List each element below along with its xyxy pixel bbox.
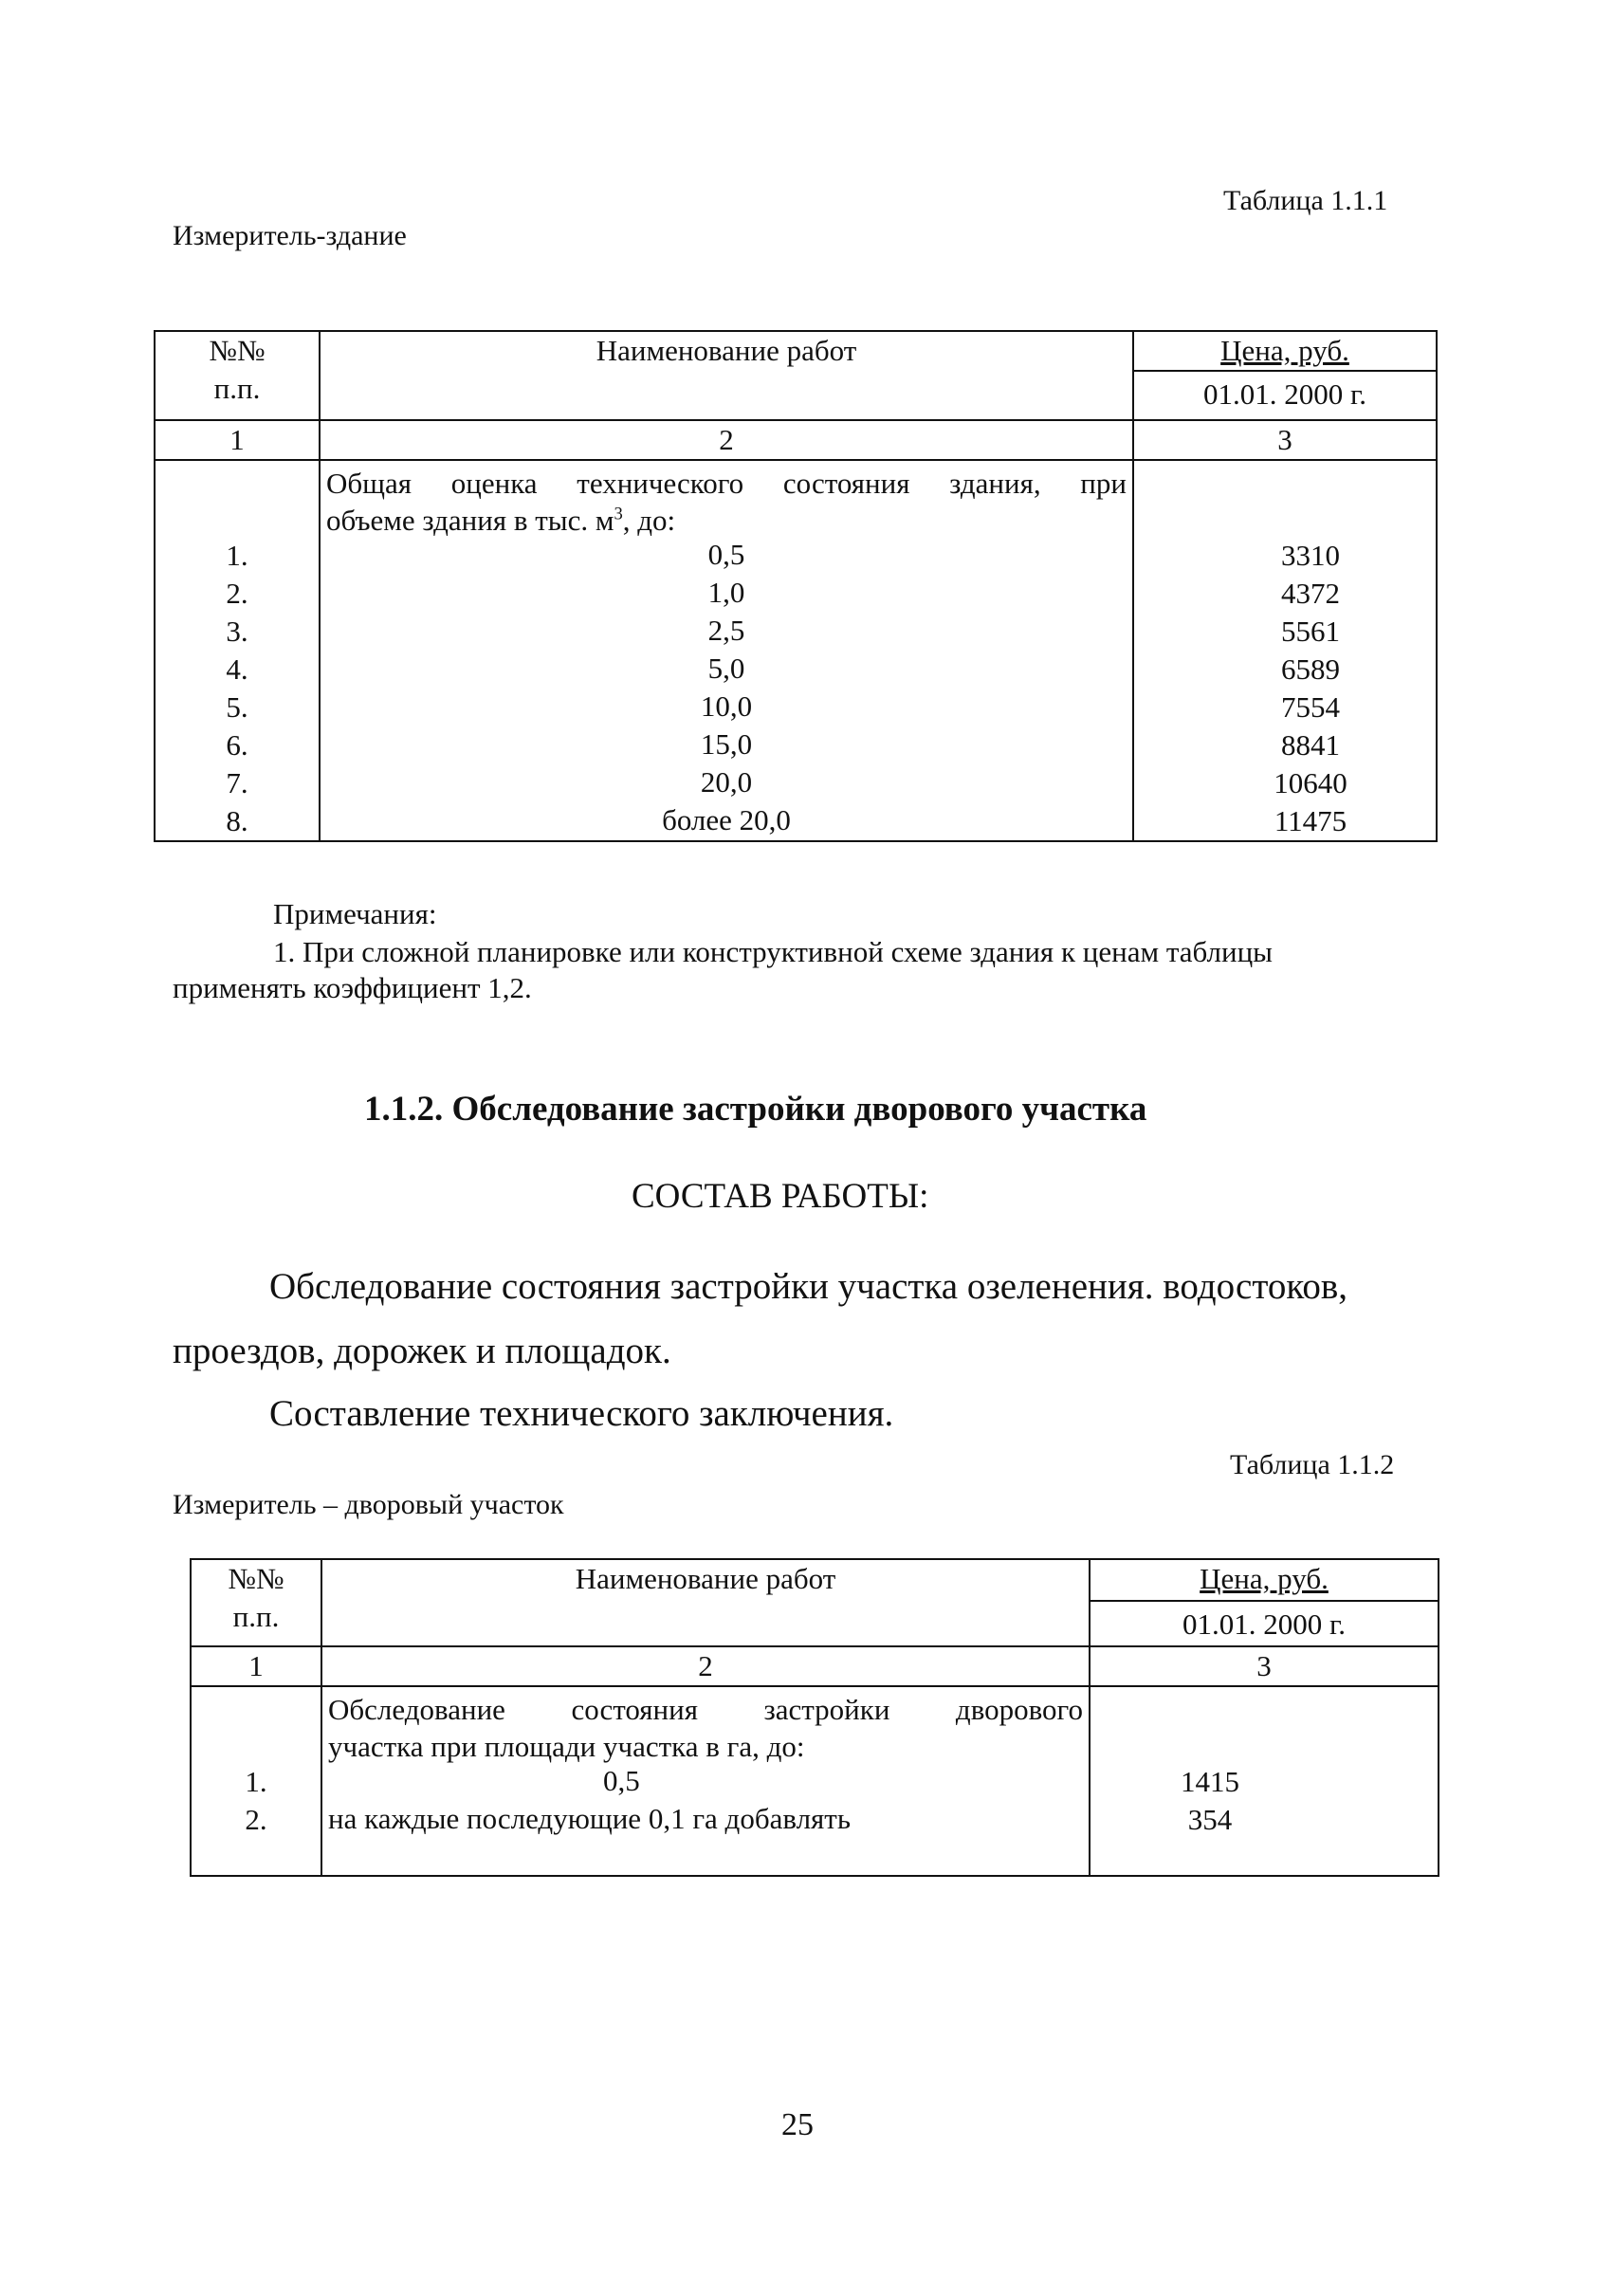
list-item: 5,0	[707, 652, 745, 686]
group-text-b: объеме здания в тыс. м	[326, 504, 614, 538]
header-num	[191, 1559, 321, 1646]
section-paragraph-1b: проездов, дорожек и площадок.	[173, 1331, 671, 1371]
list-item: 354	[1187, 1802, 1233, 1836]
row-price-list	[1096, 1763, 1324, 1839]
list-item: 7.	[226, 765, 248, 799]
header-price-date: 01.01. 2000 г.	[1203, 377, 1366, 411]
list-item: 2.	[226, 576, 248, 610]
list-item: 20,0	[700, 765, 753, 799]
row-number-list	[161, 537, 313, 840]
list-item: 1,0	[707, 576, 745, 610]
list-item: 0,5	[707, 538, 745, 572]
table-body-row	[155, 460, 1437, 841]
table2-meter: Измеритель – дворовый участок	[173, 1489, 564, 1520]
list-item: 1415	[1181, 1764, 1239, 1798]
header-num-label: №№	[209, 334, 266, 367]
list-item: 3310	[1281, 538, 1340, 572]
header-num-sub: п.п.	[213, 371, 261, 405]
group-text-line1: Общая оценка технического состояния здания, при	[326, 466, 1127, 500]
row-value-list	[328, 1762, 1083, 1838]
header-price-date: 01.01. 2000 г.	[1182, 1607, 1346, 1641]
row-number-list	[197, 1763, 315, 1839]
notes-title: Примечания:	[273, 897, 437, 930]
group-text-line2: участка при площади участка в га, до:	[328, 1730, 805, 1764]
row-numbers	[155, 460, 320, 841]
table1-caption: Таблица 1.1.1	[1223, 185, 1388, 216]
list-item: более 20,0	[662, 803, 791, 837]
colnum-1: 1	[155, 420, 320, 460]
row-prices	[1090, 1686, 1439, 1876]
colnum-1: 1	[191, 1646, 321, 1686]
list-item: 5.	[226, 689, 248, 724]
colnum-3: 3	[1133, 420, 1437, 460]
header-name: Наименование работ	[321, 1559, 1090, 1646]
table2-caption: Таблица 1.1.2	[1230, 1449, 1395, 1480]
row-numbers	[191, 1686, 321, 1876]
list-item: 2,5	[707, 614, 745, 648]
list-item: 6589	[1281, 652, 1340, 686]
section-paragraph-1a: Обследование состояния застройки участка озеленения. водостоков,	[269, 1266, 1348, 1307]
header-price	[1090, 1559, 1439, 1646]
group-sup: 3	[614, 505, 623, 525]
row-descriptions	[320, 460, 1133, 841]
list-item: 2.	[245, 1802, 267, 1836]
list-item: 6.	[226, 727, 248, 762]
list-item: 1.	[226, 538, 248, 572]
table1-meter: Измеритель-здание	[173, 220, 407, 251]
list-item: 5561	[1281, 614, 1340, 648]
price-table-1	[154, 330, 1438, 842]
colnum-2: 2	[321, 1646, 1090, 1686]
column-number-row	[191, 1646, 1439, 1686]
list-item: 1.	[245, 1764, 267, 1798]
row-descriptions	[321, 1686, 1090, 1876]
group-text-line2	[326, 502, 1127, 536]
list-item: 7554	[1281, 689, 1340, 724]
list-item: 15,0	[700, 727, 753, 762]
group-text-c: , до:	[622, 504, 676, 538]
row-prices	[1133, 460, 1437, 841]
header-price	[1133, 331, 1437, 420]
notes-line1: 1. При сложной планировке или конструктивной схеме здания к ценам таблицы	[273, 935, 1273, 968]
list-item: 10,0	[700, 689, 753, 724]
header-price-label: Цена, руб.	[1091, 1560, 1438, 1602]
page-number: 25	[781, 2107, 814, 2142]
header-name: Наименование работ	[320, 331, 1133, 420]
colnum-2: 2	[320, 420, 1133, 460]
composition-heading: СОСТАВ РАБОТЫ:	[632, 1177, 929, 1216]
header-price-label: Цена, руб.	[1134, 332, 1436, 372]
list-item: 3.	[226, 614, 248, 648]
list-item: 4372	[1281, 576, 1340, 610]
list-item: 4.	[226, 652, 248, 686]
column-number-row	[155, 420, 1437, 460]
list-item: 10640	[1274, 765, 1347, 799]
section-paragraph-2: Составление технического заключения.	[269, 1393, 894, 1434]
header-num	[155, 331, 320, 420]
table-body-row	[191, 1686, 1439, 1876]
list-item: 0,5	[603, 1764, 640, 1798]
list-item: на каждые последующие 0,1 га добавлять	[328, 1802, 851, 1836]
row-price-list	[1191, 537, 1430, 840]
row-value-list	[326, 536, 1127, 839]
group-text-line1: Обследование состояния застройки дворового	[328, 1692, 1083, 1726]
header-num-sub: п.п.	[232, 1599, 280, 1633]
section-heading: 1.1.2. Обследование застройки дворового участка	[364, 1090, 1147, 1129]
list-item: 11475	[1274, 803, 1347, 837]
list-item: 8.	[226, 803, 248, 837]
table-header-row	[191, 1559, 1439, 1646]
list-item: 8841	[1281, 727, 1340, 762]
table-header-row	[155, 331, 1437, 420]
header-num-label: №№	[228, 1562, 284, 1595]
notes-line2: применять коэффициент 1,2.	[173, 971, 532, 1004]
colnum-3: 3	[1090, 1646, 1439, 1686]
price-table-2	[190, 1558, 1439, 1877]
